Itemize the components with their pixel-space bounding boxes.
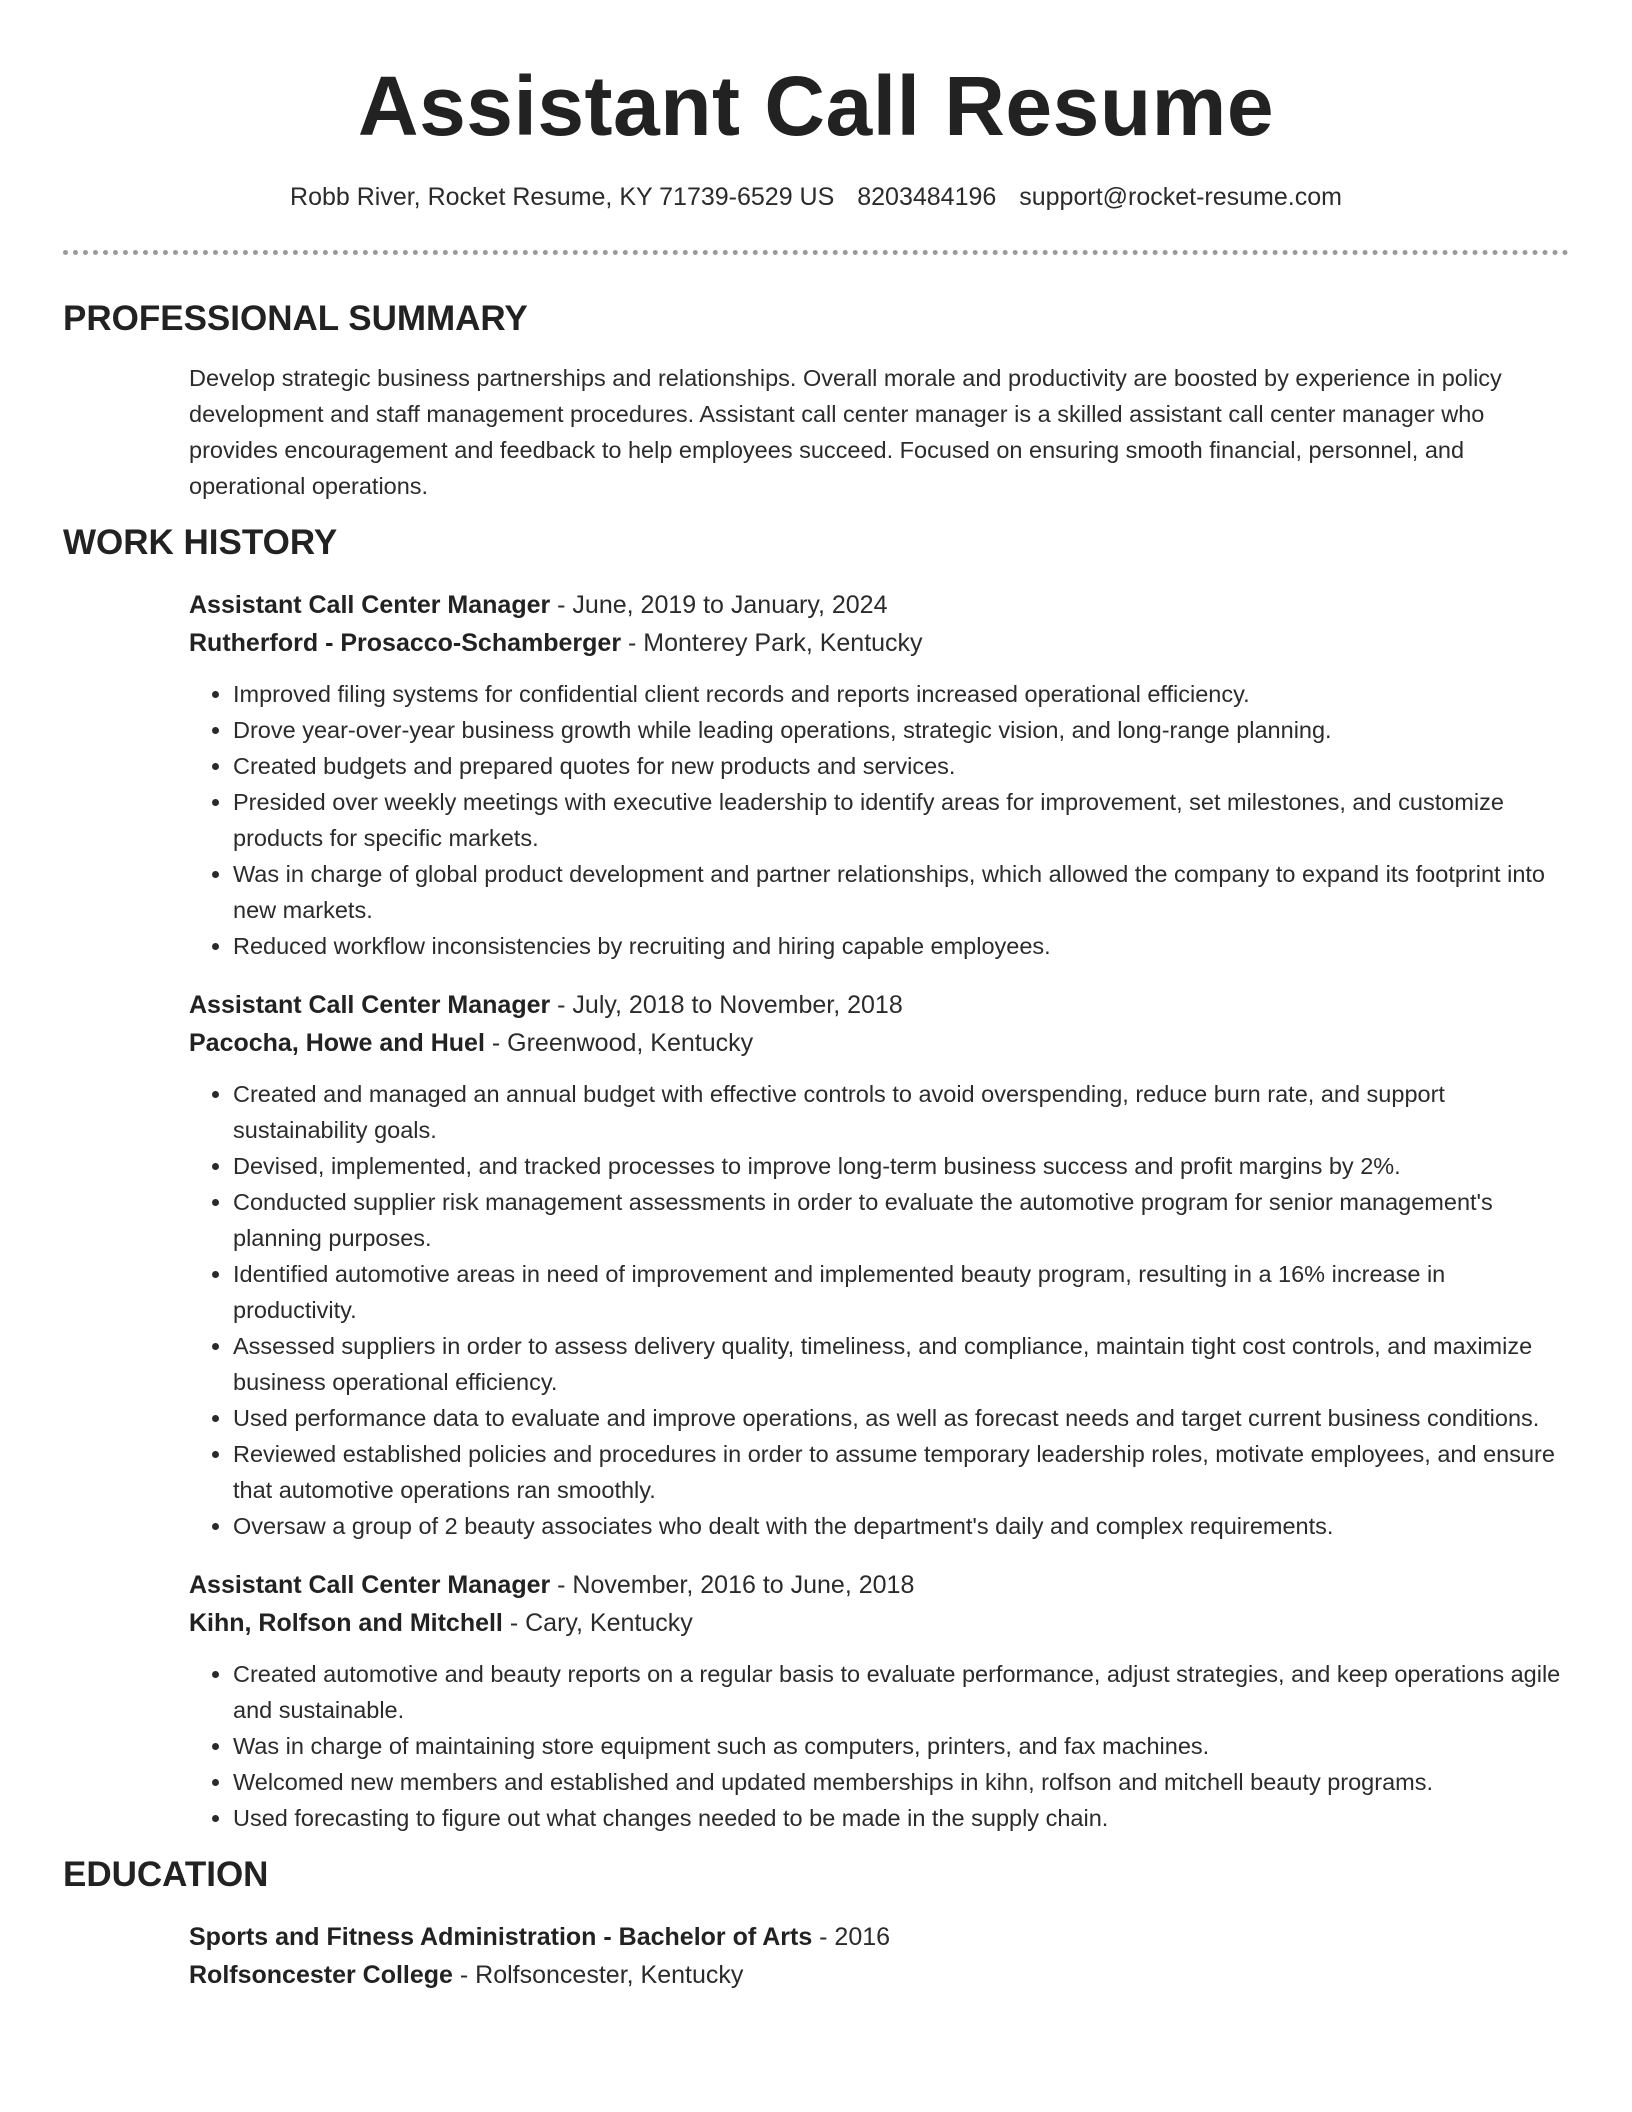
work-history-section xyxy=(63,518,1569,1836)
job-bullet: • Used forecasting to figure out what changes needed to be made in the supply chain. xyxy=(233,1800,1569,1836)
education-year: - 2016 xyxy=(812,1923,891,1951)
job-bullet: • Assessed suppliers in order to assess delivery quality, timeliness, and compliance, maintain tight cost controls, and maximize business operational efficiency. xyxy=(233,1328,1569,1400)
education-section xyxy=(63,1850,1569,1994)
job-title-line xyxy=(189,1566,1569,1604)
contact-phone: 8203484196 xyxy=(857,183,997,211)
job-bullet-list xyxy=(189,676,1569,964)
education-location: - Rolfsoncester, Kentucky xyxy=(452,1961,744,1989)
job-bullet: • Improved filing systems for confidential client records and reports increased operational efficiency. xyxy=(233,676,1569,712)
contact-address: Robb River, Rocket Resume, KY 71739-6529 US xyxy=(290,183,835,211)
job-title-line xyxy=(189,586,1569,624)
job-bullet-list xyxy=(189,1656,1569,1836)
job-title: Assistant Call Center Manager xyxy=(189,591,551,619)
education-school: Rolfsoncester College xyxy=(189,1961,453,1989)
job-location: - Cary, Kentucky xyxy=(502,1609,693,1637)
job-bullet: • Welcomed new members and established and updated memberships in kihn, rolfson and mitchell beauty programs. xyxy=(233,1764,1569,1800)
job-company-line xyxy=(189,624,1569,662)
job-bullet: • Was in charge of maintaining store equipment such as computers, printers, and fax machines. xyxy=(233,1728,1569,1764)
job-title: Assistant Call Center Manager xyxy=(189,1571,551,1599)
education-degree-line xyxy=(189,1918,1569,1956)
header-divider xyxy=(63,250,1569,255)
job-bullet: • Devised, implemented, and tracked processes to improve long-term business success and profit margins by 2%. xyxy=(233,1148,1569,1184)
job-bullet: • Used performance data to evaluate and improve operations, as well as forecast needs and target current business conditions. xyxy=(233,1400,1569,1436)
job-bullet: • Drove year-over-year business growth while leading operations, strategic vision, and long-range planning. xyxy=(233,712,1569,748)
job-bullet: • Reduced workflow inconsistencies by recruiting and hiring capable employees. xyxy=(233,928,1569,964)
job-company: Kihn, Rolfson and Mitchell xyxy=(189,1609,503,1637)
education-school-line xyxy=(189,1956,1569,1994)
resume-body xyxy=(63,294,1569,2008)
job-location: - Monterey Park, Kentucky xyxy=(621,629,923,657)
job-bullet: • Oversaw a group of 2 beauty associates who dealt with the department's daily and complex requirements. xyxy=(233,1508,1569,1544)
job-company-line xyxy=(189,1024,1569,1062)
education-degree: Sports and Fitness Administration - Bachelor of Arts xyxy=(189,1923,813,1951)
resume-header xyxy=(63,0,1569,156)
job-bullet: • Created and managed an annual budget with effective controls to avoid overspending, reduce burn rate, and support sustainability goals. xyxy=(233,1076,1569,1148)
job-location: - Greenwood, Kentucky xyxy=(484,1029,754,1057)
job-bullet-list xyxy=(189,1076,1569,1544)
job-bullet: • Identified automotive areas in need of improvement and implemented beauty program, resulting in a 16% increase in productivity. xyxy=(233,1256,1569,1328)
job-entry xyxy=(189,1566,1569,1836)
job-company: Rutherford - Prosacco-Schamberger xyxy=(189,629,622,657)
summary-section xyxy=(63,294,1569,504)
job-bullet: • Conducted supplier risk management assessments in order to evaluate the automotive program for senior management's planning purposes. xyxy=(233,1184,1569,1256)
job-title-line xyxy=(189,986,1569,1024)
job-bullet: • Was in charge of global product development and partner relationships, which allowed the company to expand its footprint into new markets. xyxy=(233,856,1569,928)
summary-text: Develop strategic business partnerships and relationships. Overall morale and productivity are boosted by experience in policy development and staff management procedures. Assistant call center manager is a skilled assistant call center manager who provides encouragement and feedback to help employees succeed. Focused on ensuring smooth financial, personnel, and operational operations. xyxy=(189,365,1502,499)
education-heading: EDUCATION xyxy=(63,1855,269,1894)
job-entry xyxy=(189,986,1569,1544)
job-company-line xyxy=(189,1604,1569,1642)
summary-heading: PROFESSIONAL SUMMARY xyxy=(63,299,528,338)
job-bullet: • Reviewed established policies and procedures in order to assume temporary leadership roles, motivate employees, and ensure that automotive operations ran smoothly. xyxy=(233,1436,1569,1508)
job-company: Pacocha, Howe and Huel xyxy=(189,1029,485,1057)
job-dates: - July, 2018 to November, 2018 xyxy=(550,991,903,1019)
job-bullet: • Created automotive and beauty reports on a regular basis to evaluate performance, adjust strategies, and keep operations agile and sustainable. xyxy=(233,1656,1569,1728)
job-dates: - November, 2016 to June, 2018 xyxy=(550,1571,915,1599)
job-bullet: • Created budgets and prepared quotes for new products and services. xyxy=(233,748,1569,784)
contact-line xyxy=(0,180,1632,214)
resume-title: Assistant Call Resume xyxy=(357,59,1275,153)
job-bullet: • Presided over weekly meetings with executive leadership to identify areas for improvement, set milestones, and customize products for specific markets. xyxy=(233,784,1569,856)
work-history-heading: WORK HISTORY xyxy=(63,523,338,562)
education-entry xyxy=(189,1918,1569,1994)
job-title: Assistant Call Center Manager xyxy=(189,991,551,1019)
job-entry xyxy=(189,586,1569,964)
contact-email: support@rocket-resume.com xyxy=(1019,183,1342,211)
job-dates: - June, 2019 to January, 2024 xyxy=(550,591,888,619)
